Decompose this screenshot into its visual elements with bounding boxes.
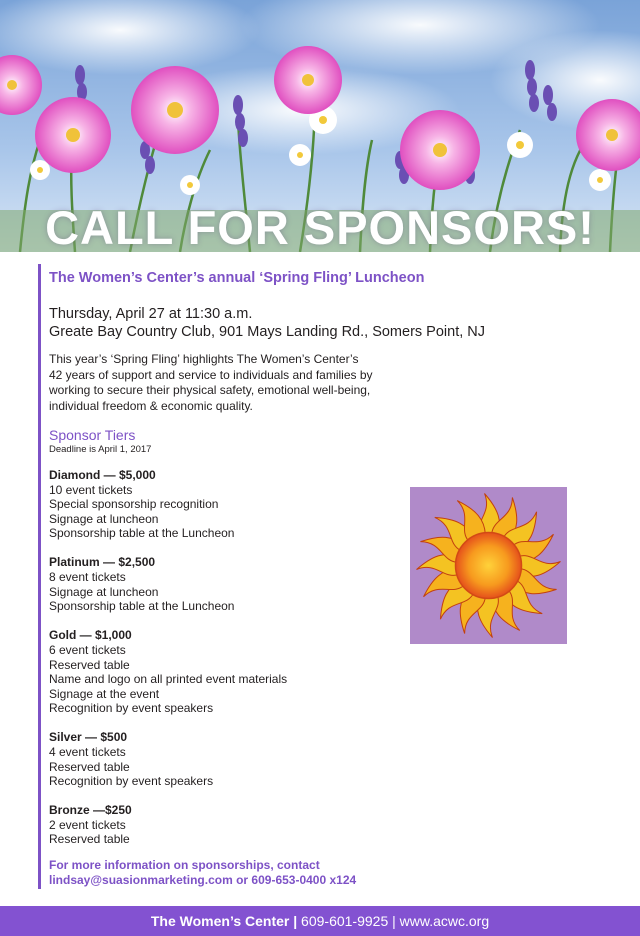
footer-phone[interactable]: 609-601-9925 (301, 913, 389, 929)
tier-name: Platinum — $2,500 (49, 555, 156, 570)
tier-benefit: Signage at luncheon (49, 511, 159, 526)
tier-name: Bronze —$250 (49, 803, 132, 818)
tier-benefit: 10 event tickets (49, 482, 133, 497)
sun-icon (410, 487, 567, 644)
tier-platinum (49, 555, 409, 613)
tier-name: Silver — $500 (49, 730, 128, 745)
tier-benefit: Signage at luncheon (49, 584, 159, 599)
tier-bronze (49, 803, 409, 847)
hero-title: CALL FOR SPONSORS! (45, 201, 595, 252)
contact-email-phone[interactable]: lindsay@suasionmarketing.com or 609-653-0400 x124 (49, 872, 357, 887)
tier-benefit: 6 event tickets (49, 642, 126, 657)
contact-line: For more information on sponsorships, contact (49, 858, 320, 872)
tier-benefit: Sponsorship table at the Luncheon (49, 599, 235, 614)
footer-website-link[interactable]: www.acwc.org (399, 913, 490, 929)
tier-benefit: Reserved table (49, 657, 130, 672)
tier-benefit: Reserved table (49, 832, 130, 847)
tier-benefit: 4 event tickets (49, 745, 126, 759)
contact-info (49, 858, 356, 887)
tier-name: Diamond — $5,000 (49, 468, 156, 482)
sponsor-tier-list (49, 468, 409, 862)
tier-benefit: 8 event tickets (49, 570, 126, 585)
tier-name: Gold — $1,000 (49, 628, 132, 643)
hero-banner (0, 0, 640, 252)
event-date-time: Thursday, April 27 at 11:30 a.m. (49, 306, 253, 322)
intro-line: 42 years of support and service to individuals and families by (49, 367, 373, 382)
tier-benefit: Signage at the event (49, 686, 160, 701)
intro-line: working to secure their physical safety, emotional well-being, (49, 383, 371, 397)
tier-benefit: Sponsorship table at the Luncheon (49, 526, 235, 541)
tier-benefit: Recognition by event speakers (49, 701, 214, 716)
tier-gold (49, 628, 409, 716)
intro-paragraph (49, 352, 449, 414)
sponsor-deadline: Deadline is April 1, 2017 (49, 444, 152, 455)
footer-separator: | (293, 913, 298, 929)
tier-benefit: 2 event tickets (49, 817, 126, 832)
tier-silver (49, 730, 409, 788)
sponsor-tiers-heading: Sponsor Tiers (49, 427, 136, 443)
footer-org-name: The Women’s Center (150, 913, 290, 929)
tier-benefit: Recognition by event speakers (49, 774, 214, 789)
footer-separator: | (392, 913, 396, 929)
intro-line: individual freedom & economic quality. (49, 398, 253, 413)
tier-diamond (49, 468, 409, 541)
footer-bar (0, 906, 640, 936)
event-heading: The Women’s Center’s annual ‘Spring Fling’ Luncheon (49, 270, 425, 286)
sun-illustration (410, 487, 567, 644)
tier-benefit: Reserved table (49, 759, 130, 774)
event-location: Greate Bay Country Club, 901 Mays Landing Rd., Somers Point, NJ (49, 324, 486, 340)
intro-line: This year’s ‘Spring Fling’ highlights The Women’s Center’s (49, 352, 359, 366)
tier-benefit: Name and logo on all printed event materials (49, 672, 288, 687)
tier-benefit: Special sponsorship recognition (49, 497, 219, 512)
